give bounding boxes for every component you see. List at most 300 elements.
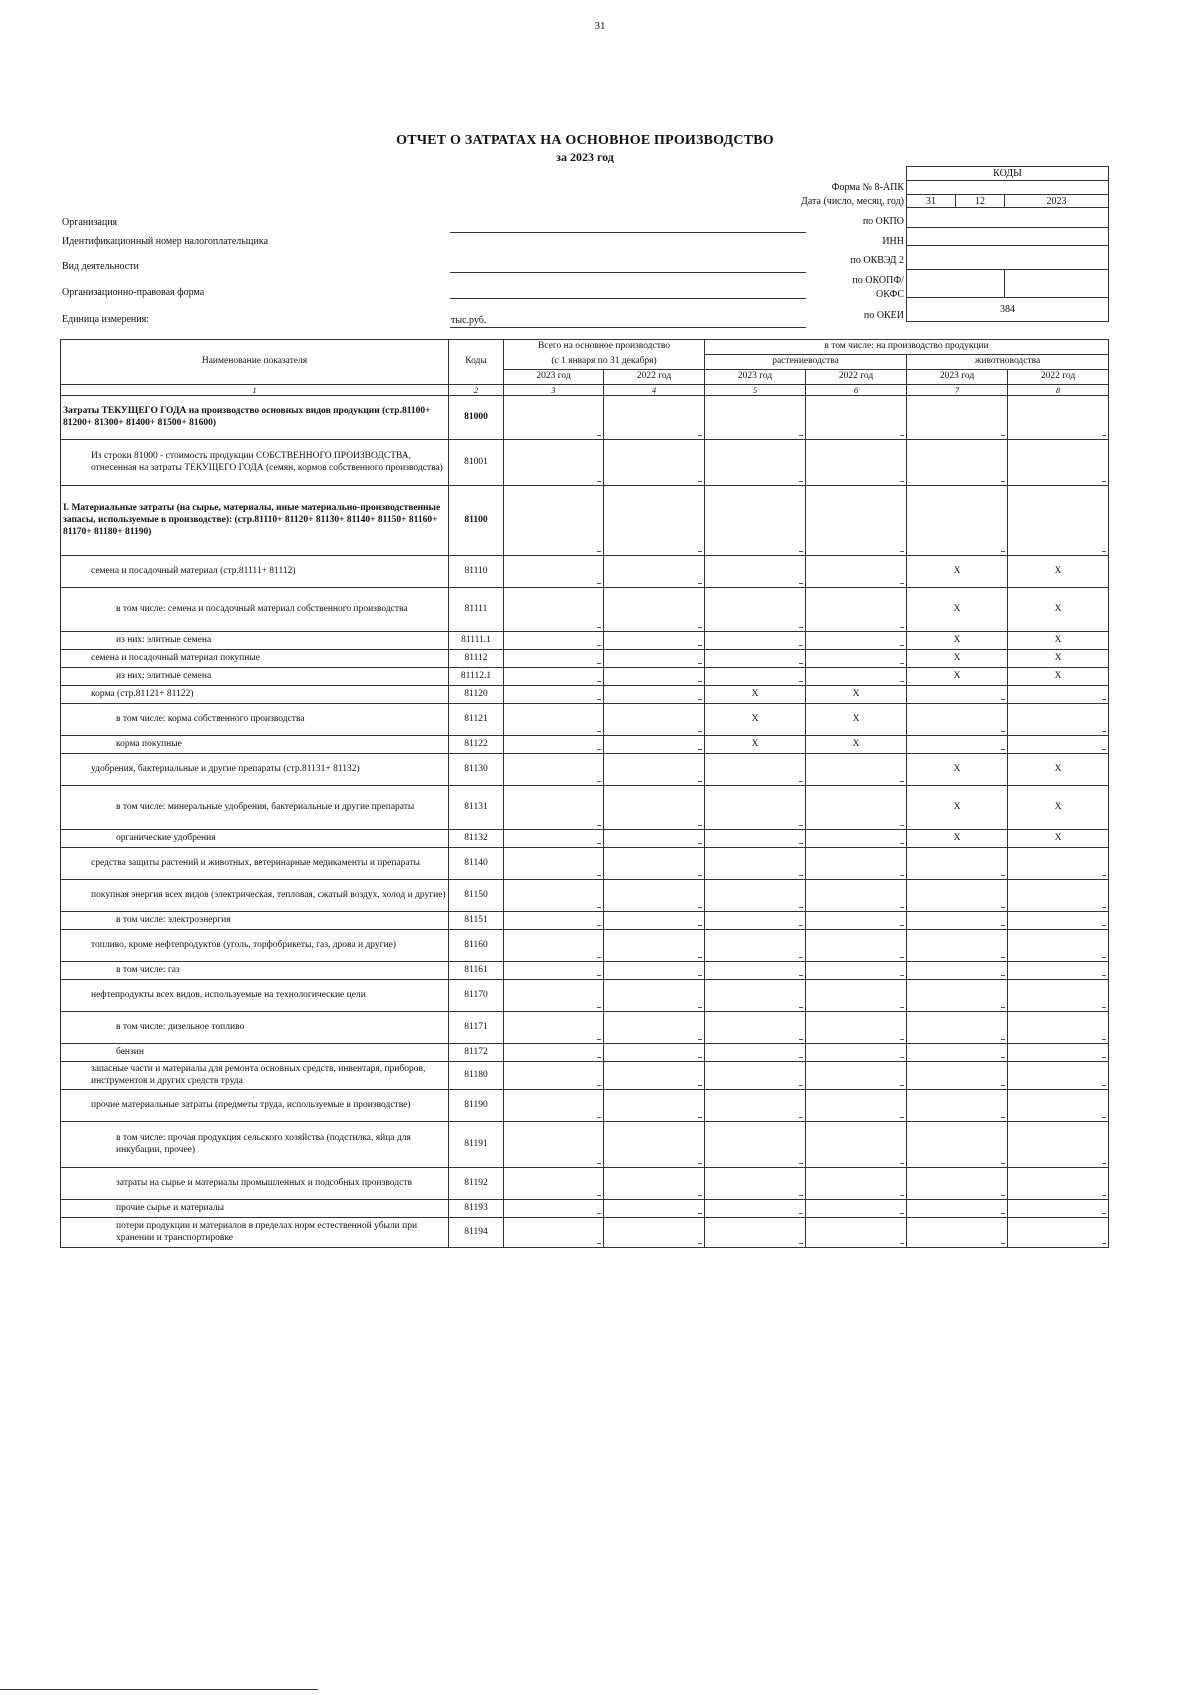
col-total-sub-header: (с 1 января по 31 декабря)	[504, 354, 705, 369]
value-cell[interactable]	[1008, 1044, 1109, 1062]
value-cell[interactable]	[504, 632, 604, 650]
value-cell[interactable]	[806, 1012, 907, 1044]
value-cell[interactable]	[806, 754, 907, 786]
value-cell[interactable]	[504, 830, 604, 848]
row-name: средства защиты растений и животных, ветеринарные медикаменты и препараты	[61, 848, 449, 880]
okpo-cell[interactable]	[907, 208, 1109, 228]
codes-header: КОДЫ	[907, 167, 1109, 181]
value-cell[interactable]	[705, 1090, 806, 1122]
value-cell[interactable]	[806, 1200, 907, 1218]
value-cell[interactable]	[806, 396, 907, 440]
value-cell[interactable]	[705, 632, 806, 650]
table-row	[61, 704, 1109, 736]
value-cell[interactable]	[1008, 736, 1109, 754]
value-cell[interactable]	[504, 686, 604, 704]
value-cell[interactable]	[907, 980, 1008, 1012]
col-total-2022: 2022 год	[604, 369, 705, 384]
date-month-cell[interactable]: 12	[956, 195, 1005, 208]
row-code: 81193	[449, 1200, 504, 1218]
value-cell[interactable]	[806, 980, 907, 1012]
value-cell[interactable]	[504, 440, 604, 486]
value-cell[interactable]	[705, 396, 806, 440]
value-cell[interactable]	[705, 848, 806, 880]
value-cell[interactable]	[1008, 962, 1109, 980]
row-name: семена и посадочный материал (стр.81111+ 81112)	[61, 556, 449, 588]
value-cell[interactable]	[1008, 1218, 1109, 1248]
value-cell[interactable]	[604, 1062, 705, 1090]
unit-line	[450, 327, 806, 328]
value-cell[interactable]	[1008, 1200, 1109, 1218]
value-cell[interactable]	[604, 1200, 705, 1218]
value-cell[interactable]	[604, 754, 705, 786]
value-cell[interactable]	[806, 588, 907, 632]
row-name: в том числе: газ	[61, 962, 449, 980]
value-cell[interactable]	[604, 1122, 705, 1168]
value-cell[interactable]	[806, 1062, 907, 1090]
not-applicable-mark: X	[806, 686, 907, 704]
row-code: 81172	[449, 1044, 504, 1062]
table-row	[61, 786, 1109, 830]
value-cell[interactable]	[604, 650, 705, 668]
value-cell[interactable]	[705, 1044, 806, 1062]
value-cell[interactable]	[504, 880, 604, 912]
row-code: 81161	[449, 962, 504, 980]
value-cell[interactable]	[705, 930, 806, 962]
row-name: корма (стр.81121+ 81122)	[61, 686, 449, 704]
value-cell[interactable]	[504, 1044, 604, 1062]
row-code: 81180	[449, 1062, 504, 1090]
value-cell[interactable]	[504, 650, 604, 668]
row-name: корма покупные	[61, 736, 449, 754]
value-cell[interactable]	[705, 980, 806, 1012]
value-cell[interactable]	[705, 1122, 806, 1168]
value-cell[interactable]	[504, 980, 604, 1012]
value-cell[interactable]	[907, 880, 1008, 912]
table-row	[61, 912, 1109, 930]
col-number: 5	[705, 384, 806, 396]
value-cell[interactable]	[504, 912, 604, 930]
col-number: 2	[449, 384, 504, 396]
not-applicable-mark: X	[1008, 668, 1109, 686]
value-cell[interactable]	[1008, 880, 1109, 912]
col-number: 8	[1008, 384, 1109, 396]
value-cell[interactable]	[907, 440, 1008, 486]
row-name: потери продукции и материалов в пределах норм естественной убыли при хранении и транспортировке	[61, 1218, 449, 1248]
row-code: 81192	[449, 1168, 504, 1200]
date-label: Дата (число, месяц, год)	[801, 196, 904, 207]
value-cell[interactable]	[504, 1012, 604, 1044]
codes-box	[906, 166, 1109, 322]
page-number: 31	[594, 20, 606, 32]
value-cell[interactable]	[604, 486, 705, 556]
value-cell[interactable]	[806, 1218, 907, 1248]
row-code: 81151	[449, 912, 504, 930]
value-cell[interactable]	[1008, 980, 1109, 1012]
report-period: за 2023 год	[556, 150, 614, 164]
table-row	[61, 1200, 1109, 1218]
value-cell[interactable]	[504, 1122, 604, 1168]
row-code: 81190	[449, 1090, 504, 1122]
not-applicable-mark: X	[907, 830, 1008, 848]
table-row	[61, 632, 1109, 650]
row-code: 81171	[449, 1012, 504, 1044]
value-cell[interactable]	[1008, 930, 1109, 962]
row-name: топливо, кроме нефтепродуктов (уголь, торфобрикеты, газ, дрова и другие)	[61, 930, 449, 962]
value-cell[interactable]	[504, 1200, 604, 1218]
not-applicable-mark: X	[1008, 786, 1109, 830]
row-code: 81111.1	[449, 632, 504, 650]
value-cell[interactable]	[705, 1168, 806, 1200]
value-cell[interactable]	[1008, 912, 1109, 930]
row-code: 81140	[449, 848, 504, 880]
value-cell[interactable]	[705, 1200, 806, 1218]
value-cell[interactable]	[1008, 704, 1109, 736]
value-cell[interactable]	[806, 786, 907, 830]
table-row	[61, 962, 1109, 980]
value-cell[interactable]	[705, 1218, 806, 1248]
table-row	[61, 650, 1109, 668]
okpo-label: по ОКПО	[862, 216, 904, 227]
value-cell[interactable]	[907, 848, 1008, 880]
value-cell[interactable]	[604, 440, 705, 486]
value-cell[interactable]	[806, 880, 907, 912]
not-applicable-mark: X	[1008, 754, 1109, 786]
row-name: семена и посадочный материал покупные	[61, 650, 449, 668]
row-name: прочие материальные затраты (предметы труда, используемые в производстве)	[61, 1090, 449, 1122]
value-cell[interactable]	[1008, 1090, 1109, 1122]
table-row	[61, 1012, 1109, 1044]
value-cell[interactable]	[705, 754, 806, 786]
value-cell[interactable]	[604, 1168, 705, 1200]
not-applicable-mark: X	[1008, 650, 1109, 668]
row-code: 81110	[449, 556, 504, 588]
not-applicable-mark: X	[806, 736, 907, 754]
table-row	[61, 754, 1109, 786]
col-total-header: Всего на основное производство	[504, 340, 705, 355]
not-applicable-mark: X	[1008, 830, 1109, 848]
value-cell[interactable]	[604, 962, 705, 980]
value-cell[interactable]	[907, 1122, 1008, 1168]
col-livestock-2023: 2023 год	[907, 369, 1008, 384]
value-cell[interactable]	[907, 1200, 1008, 1218]
value-cell[interactable]	[806, 830, 907, 848]
table-row	[61, 848, 1109, 880]
value-cell[interactable]	[705, 588, 806, 632]
cost-table	[60, 339, 1109, 1248]
value-cell[interactable]	[806, 486, 907, 556]
value-cell[interactable]	[806, 848, 907, 880]
value-cell[interactable]	[705, 786, 806, 830]
row-name: нефтепродукты всех видов, используемые на технологические цели	[61, 980, 449, 1012]
value-cell[interactable]	[604, 632, 705, 650]
table-row	[61, 930, 1109, 962]
value-cell[interactable]	[604, 830, 705, 848]
value-cell[interactable]	[504, 1168, 604, 1200]
value-cell[interactable]	[604, 588, 705, 632]
value-cell[interactable]	[504, 754, 604, 786]
not-applicable-mark: X	[907, 588, 1008, 632]
value-cell[interactable]	[907, 912, 1008, 930]
value-cell[interactable]	[604, 1012, 705, 1044]
value-cell[interactable]	[1008, 440, 1109, 486]
value-cell[interactable]	[504, 786, 604, 830]
row-code: 81191	[449, 1122, 504, 1168]
table-row	[61, 556, 1109, 588]
row-name: Затраты ТЕКУЩЕГО ГОДА на производство основных видов продукции (стр.81100+ 81200+ 81300+ 81400+ 81500+ 81600)	[61, 396, 449, 440]
row-name: запасные части и материалы для ремонта основных средств, инвентаря, приборов, инструментов и других средств труда	[61, 1062, 449, 1090]
value-cell[interactable]	[1008, 1062, 1109, 1090]
row-name: I. Материальные затраты (на сырье, материалы, иные материально-производственные запасы, используемые в производстве): (стр.81110+ 81120+ 81130+ 81140+ 81150+ 81160+ 81170+ 81180+ 81190)	[61, 486, 449, 556]
value-cell[interactable]	[604, 668, 705, 686]
row-code: 81120	[449, 686, 504, 704]
table-row	[61, 668, 1109, 686]
not-applicable-mark: X	[907, 632, 1008, 650]
table-row	[61, 830, 1109, 848]
not-applicable-mark: X	[907, 786, 1008, 830]
value-cell[interactable]	[504, 1090, 604, 1122]
col-crop-2023: 2023 год	[705, 369, 806, 384]
value-cell[interactable]	[504, 736, 604, 754]
value-cell[interactable]	[907, 962, 1008, 980]
col-crop-header: растениеводства	[705, 354, 907, 369]
row-code: 81112	[449, 650, 504, 668]
col-total-2023: 2023 год	[504, 369, 604, 384]
table-row	[61, 736, 1109, 754]
value-cell[interactable]	[806, 912, 907, 930]
value-cell[interactable]	[504, 704, 604, 736]
value-cell[interactable]	[604, 1090, 705, 1122]
row-code: 81001	[449, 440, 504, 486]
value-cell[interactable]	[1008, 848, 1109, 880]
okved-cell[interactable]	[907, 246, 1109, 270]
col-name-header: Наименование показателя	[61, 340, 449, 385]
col-number: 1	[61, 384, 449, 396]
value-cell[interactable]	[604, 1218, 705, 1248]
row-name: органические удобрения	[61, 830, 449, 848]
value-cell[interactable]	[705, 962, 806, 980]
row-name: Из строки 81000 - стоимость продукции СОБСТВЕННОГО ПРОИЗВОДСТВА, отнесенная на затраты ТЕКУЩЕГО ГОДА (семян, кормов собственного производства)	[61, 440, 449, 486]
row-name: в том числе: семена и посадочный материал собственного производства	[61, 588, 449, 632]
value-cell[interactable]	[806, 440, 907, 486]
okei-cell[interactable]: 384	[907, 298, 1109, 322]
not-applicable-mark: X	[907, 754, 1008, 786]
value-cell[interactable]	[907, 486, 1008, 556]
row-code: 81160	[449, 930, 504, 962]
row-name: в том числе: электроэнергия	[61, 912, 449, 930]
row-code: 81131	[449, 786, 504, 830]
form-label: Форма № 8-АПК	[831, 182, 904, 193]
row-name: удобрения, бактериальные и другие препараты (стр.81131+ 81132)	[61, 754, 449, 786]
table-row	[61, 686, 1109, 704]
value-cell[interactable]	[504, 1218, 604, 1248]
org-line[interactable]	[450, 232, 806, 233]
date-day-cell[interactable]: 31	[907, 195, 956, 208]
value-cell[interactable]	[907, 736, 1008, 754]
form-code-cell[interactable]	[907, 181, 1109, 195]
value-cell[interactable]	[705, 912, 806, 930]
value-cell[interactable]	[604, 686, 705, 704]
row-name: в том числе: прочая продукция сельского хозяйства (подстилка, яйца для инкубации, прочее)	[61, 1122, 449, 1168]
okopf-label: по ОКОПФ/	[852, 275, 904, 286]
activity-line[interactable]	[450, 272, 806, 273]
value-cell[interactable]	[907, 1168, 1008, 1200]
not-applicable-mark: X	[907, 650, 1008, 668]
col-code-header: Коды	[449, 340, 504, 385]
value-cell[interactable]	[604, 912, 705, 930]
inn-label: ИНН	[882, 236, 904, 247]
value-cell[interactable]	[1008, 486, 1109, 556]
value-cell[interactable]	[806, 1168, 907, 1200]
table-row	[61, 1044, 1109, 1062]
table-row	[61, 396, 1109, 440]
unit-value: тыс.руб.	[451, 315, 487, 326]
value-cell[interactable]	[1008, 1168, 1109, 1200]
value-cell[interactable]	[1008, 396, 1109, 440]
row-code: 81170	[449, 980, 504, 1012]
row-code: 81111	[449, 588, 504, 632]
value-cell[interactable]	[705, 486, 806, 556]
value-cell[interactable]	[604, 930, 705, 962]
footer-rule	[0, 1689, 318, 1690]
value-cell[interactable]	[504, 486, 604, 556]
value-cell[interactable]	[907, 1012, 1008, 1044]
value-cell[interactable]	[504, 668, 604, 686]
value-cell[interactable]	[504, 588, 604, 632]
value-cell[interactable]	[705, 1062, 806, 1090]
value-cell[interactable]	[504, 962, 604, 980]
not-applicable-mark: X	[1008, 632, 1109, 650]
row-name: затраты на сырье и материалы промышленных и подсобных производств	[61, 1168, 449, 1200]
activity-label: Вид деятельности	[62, 261, 139, 272]
value-cell[interactable]	[604, 704, 705, 736]
value-cell[interactable]	[604, 980, 705, 1012]
legal-form-line[interactable]	[450, 298, 806, 299]
value-cell[interactable]	[1008, 1122, 1109, 1168]
value-cell[interactable]	[806, 1044, 907, 1062]
row-name: из них: элитные семена	[61, 632, 449, 650]
value-cell[interactable]	[907, 704, 1008, 736]
value-cell[interactable]	[504, 848, 604, 880]
table-row	[61, 588, 1109, 632]
value-cell[interactable]	[604, 556, 705, 588]
inn-cell[interactable]	[907, 228, 1109, 246]
row-name: в том числе: дизельное топливо	[61, 1012, 449, 1044]
value-cell[interactable]	[705, 440, 806, 486]
row-code: 81150	[449, 880, 504, 912]
value-cell[interactable]	[907, 1062, 1008, 1090]
value-cell[interactable]	[504, 556, 604, 588]
value-cell[interactable]	[705, 556, 806, 588]
legal-form-label: Организационно-правовая форма	[62, 287, 205, 298]
org-label: Организация	[62, 217, 118, 228]
value-cell[interactable]	[504, 930, 604, 962]
okopf-cell[interactable]	[907, 270, 1005, 298]
value-cell[interactable]	[705, 1012, 806, 1044]
col-incl-header: в том числе: на производство продукции	[705, 340, 1109, 355]
value-cell[interactable]	[1008, 1012, 1109, 1044]
value-cell[interactable]	[604, 880, 705, 912]
table-row	[61, 980, 1109, 1012]
row-name: в том числе: корма собственного производства	[61, 704, 449, 736]
col-livestock-2022: 2022 год	[1008, 369, 1109, 384]
value-cell[interactable]	[806, 632, 907, 650]
date-year-cell[interactable]: 2023	[1005, 195, 1109, 208]
not-applicable-mark: X	[1008, 588, 1109, 632]
value-cell[interactable]	[806, 650, 907, 668]
table-row	[61, 1168, 1109, 1200]
not-applicable-mark: X	[907, 556, 1008, 588]
col-number: 3	[504, 384, 604, 396]
value-cell[interactable]	[604, 1044, 705, 1062]
value-cell[interactable]	[705, 880, 806, 912]
value-cell[interactable]	[806, 668, 907, 686]
value-cell[interactable]	[705, 830, 806, 848]
value-cell[interactable]	[705, 668, 806, 686]
value-cell[interactable]	[907, 930, 1008, 962]
value-cell[interactable]	[604, 786, 705, 830]
table-header	[61, 340, 1109, 396]
row-name: из них: элитные семена	[61, 668, 449, 686]
unit-label: Единица измерения:	[62, 314, 149, 325]
table-row	[61, 1218, 1109, 1248]
table-row	[61, 440, 1109, 486]
value-cell[interactable]	[907, 686, 1008, 704]
value-cell[interactable]	[907, 1090, 1008, 1122]
value-cell[interactable]	[705, 650, 806, 668]
row-name: бензин	[61, 1044, 449, 1062]
value-cell[interactable]	[1008, 686, 1109, 704]
row-code: 81194	[449, 1218, 504, 1248]
report-title: ОТЧЕТ О ЗАТРАТАХ НА ОСНОВНОЕ ПРОИЗВОДСТВО	[396, 133, 774, 148]
col-number: 6	[806, 384, 907, 396]
value-cell[interactable]	[806, 962, 907, 980]
row-code: 81000	[449, 396, 504, 440]
value-cell[interactable]	[504, 1062, 604, 1090]
value-cell[interactable]	[907, 1218, 1008, 1248]
col-crop-2022: 2022 год	[806, 369, 907, 384]
value-cell[interactable]	[504, 396, 604, 440]
column-numbers-row	[61, 384, 1109, 396]
value-cell[interactable]	[907, 1044, 1008, 1062]
value-cell[interactable]	[806, 930, 907, 962]
okfs-cell[interactable]	[1005, 270, 1109, 298]
row-code: 81132	[449, 830, 504, 848]
not-applicable-mark: X	[705, 704, 806, 736]
row-code: 81112.1	[449, 668, 504, 686]
table-row	[61, 880, 1109, 912]
inn-full-label: Идентификационный номер налогоплательщика	[62, 236, 269, 247]
col-number: 4	[604, 384, 705, 396]
okfs-label: ОКФС	[875, 289, 904, 300]
value-cell[interactable]	[806, 1090, 907, 1122]
row-name: покупная энергия всех видов (электрическая, тепловая, сжатый воздух, холод и другие)	[61, 880, 449, 912]
value-cell[interactable]	[604, 736, 705, 754]
table-row	[61, 486, 1109, 556]
col-number: 7	[907, 384, 1008, 396]
not-applicable-mark: X	[705, 736, 806, 754]
table-body	[61, 396, 1109, 1248]
value-cell[interactable]	[604, 396, 705, 440]
okei-label: по ОКЕИ	[863, 310, 904, 321]
not-applicable-mark: X	[907, 668, 1008, 686]
okved-label: по ОКВЭД 2	[850, 255, 904, 266]
value-cell[interactable]	[806, 1122, 907, 1168]
table-row	[61, 1122, 1109, 1168]
row-code: 81130	[449, 754, 504, 786]
value-cell[interactable]	[907, 396, 1008, 440]
value-cell[interactable]	[806, 556, 907, 588]
value-cell[interactable]	[604, 848, 705, 880]
